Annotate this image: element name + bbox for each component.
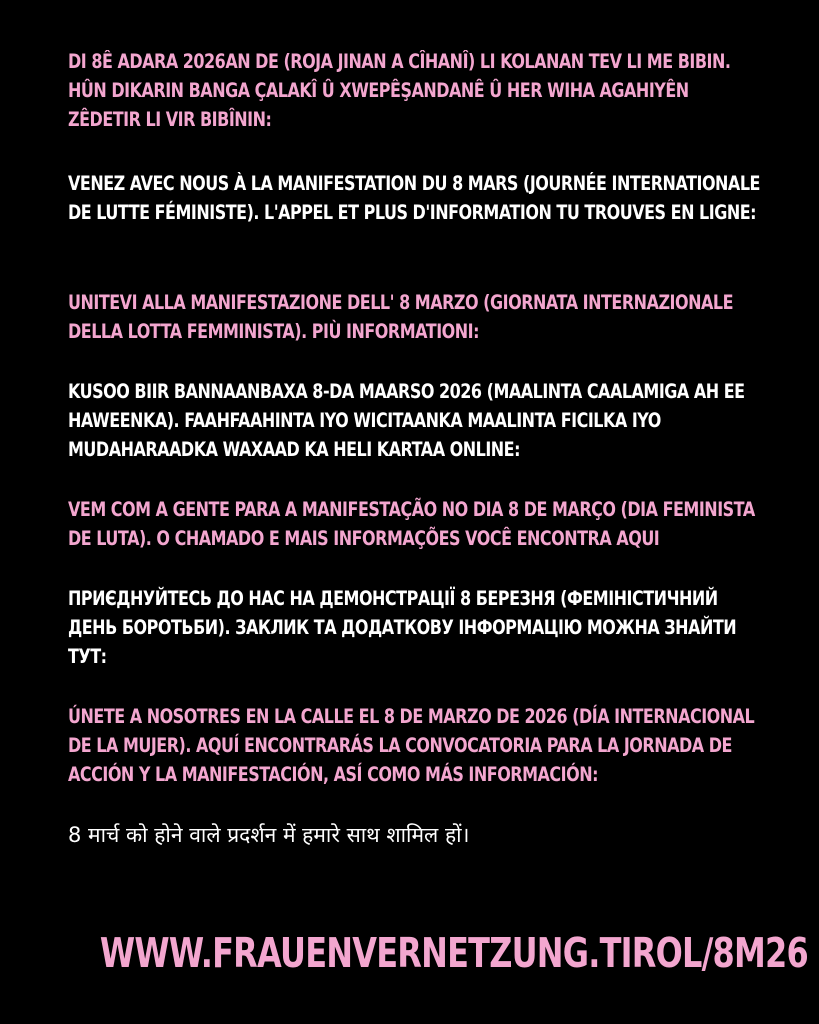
paragraph-portuguese: VEM COM A GENTE PARA A MANIFESTAÇÃO NO DIA 8 DE MARÇO (DIA FEMINISTA DE LUTA). O CHAMADO E MAIS INFORMAÇÕES VOCÊ ENCONTRA AQUI — [68, 498, 755, 550]
website-link-text: WWW.FRAUENVERNETZUNG.TIROL/8M26 — [99, 929, 808, 977]
paragraph-italian: UNITEVI ALLA MANIFESTAZIONE DELL' 8 MARZO (GIORNATA INTERNAZIONALE DELLA LOTTA FEMMINISTA). PIÙ INFORMATIONI: — [68, 291, 734, 343]
website-link[interactable] — [0, 927, 819, 979]
paragraph-spanish: ÚNETE A NOSOTRES EN LA CALLE EL 8 DE MARZO DE 2026 (DÍA INTERNACIONAL DE LA MUJER). AQUÍ ENCONTRARÁS LA CONVOCATORIA PARA LA JORNADA DE ACCIÓN Y LA MANIFESTACIÓN, ASÍ COMO MÁS INFORMACIÓN: — [68, 705, 755, 786]
paragraph-kurdish: DI 8Ê ADARA 2026AN DE (ROJA JINAN A CÎHANÎ) LI KOLANAN TEV LI ME BIBIN. HÛN DIKARIN BANGA ÇALAKÎ Û XWEPÊŞANDANÊ Û HER WIHA AGAHIYÊN ZÊDETIR LI VIR BIBÎNIN: — [68, 50, 731, 131]
paragraph-ukrainian: ПРИЄДНУЙТЕСЬ ДО НАС НА ДЕМОНСТРАЦІЇ 8 БЕРЕЗНЯ (ФЕМІНІСТИЧНИЙ ДЕНЬ БОРОТЬБИ). ЗАКЛИК ТА ДОДАТКОВУ ІНФОРМАЦІЮ МОЖНА ЗНАЙТИ ТУТ: — [68, 587, 737, 668]
paragraph-somali: KUSOO BIIR BANNAANBAXA 8-DA MAARSO 2026 (MAALINTA CAALAMIGA AH EE HAWEENKA). FAAHFAAHINTA IYO WICITAANKA MAALINTA FICILKA IYO MUDAHARAADKA WAXAAD KA HELI KARTAA ONLINE: — [68, 380, 745, 461]
paragraph-french: VENEZ AVEC NOUS À LA MANIFESTATION DU 8 MARS (JOURNÉE INTERNATIONALE DE LUTTE FÉMINISTE). L'APPEL ET PLUS D'INFORMATION TU TROUVES EN LIGNE: — [68, 172, 760, 224]
paragraph-hindi: 8 मार्च को होने वाले प्रदर्शन में हमारे साथ शामिल हों। — [68, 823, 470, 847]
